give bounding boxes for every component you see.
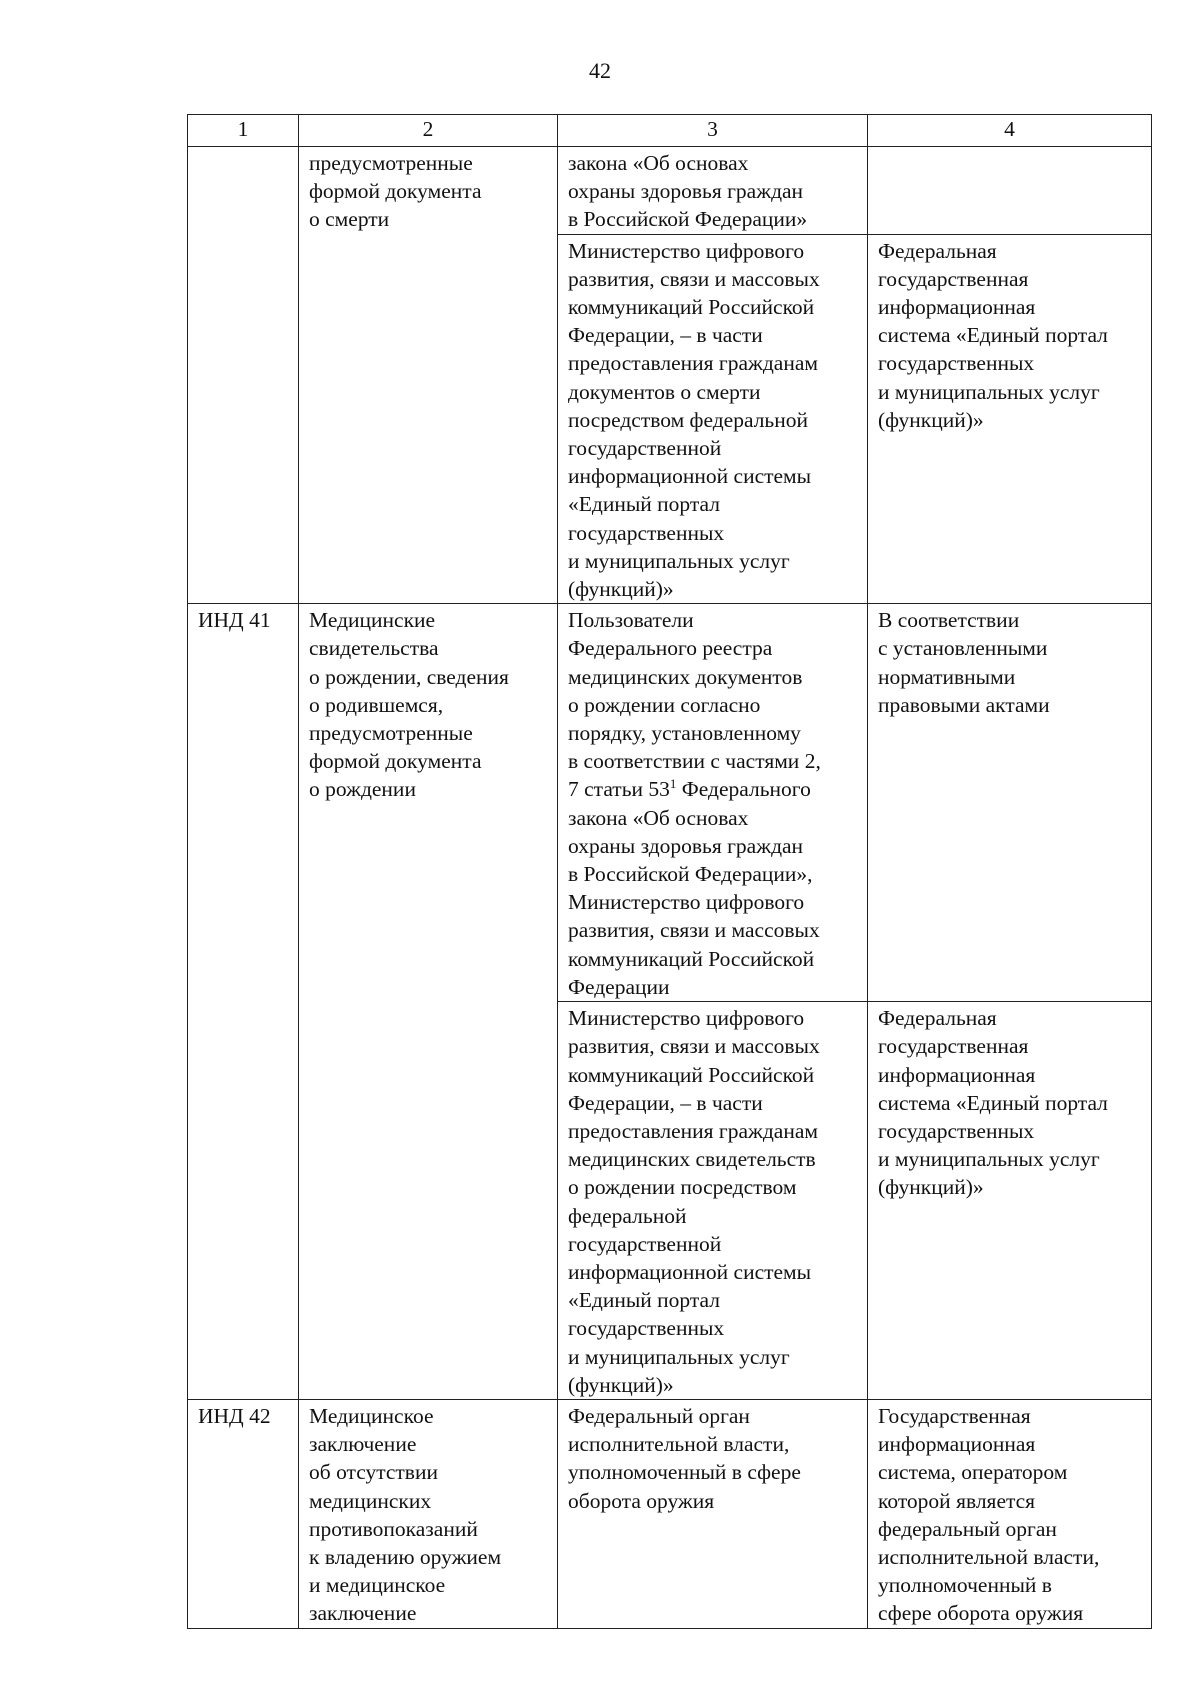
row-id-cell: ИНД 41: [188, 604, 299, 1400]
table-cell: Федеральный орган исполнительной власти, уполномоченный в сфере оборота оружия: [558, 1399, 868, 1628]
superscript: 1: [669, 776, 677, 792]
table-cell: Медицинское заключение об отсутствии медицинских противопоказаний к владению оружием и медицинское заключение: [299, 1399, 558, 1628]
table-cell: Федеральная государственная информационная система «Единый портал государственных и муниципальных услуг (функций)»: [868, 234, 1152, 604]
cell-text: Федерального закона «Об основах охраны здоровья граждан в Российской Федерации», Министерство цифрового развития, связи и массовых коммуникаций Российской Федерации: [568, 777, 820, 999]
table-cell: Федеральная государственная информационная система «Единый портал государственных и муниципальных услуг (функций)»: [868, 1002, 1152, 1400]
table-cell: Министерство цифрового развития, связи и массовых коммуникаций Российской Федерации, – в части предоставления гражданам документов о смерти посредством федеральной государственной информационной системы «Единый портал государственных и муниципальных услуг (функций)»: [558, 234, 868, 604]
table-row: [188, 147, 1152, 235]
table-header-row: [188, 115, 1152, 147]
page-number: 42: [589, 58, 611, 83]
table-cell: Министерство цифрового развития, связи и массовых коммуникаций Российской Федерации, – в части предоставления гражданам медицинских свидетельств о рождении посредством федеральной государственной информационной системы «Единый портал государственных и муниципальных услуг (функций)»: [558, 1002, 868, 1400]
table-cell: [558, 604, 868, 1002]
column-header-1: 1: [188, 115, 299, 147]
table-cell: Медицинские свидетельства о рождении, сведения о родившемся, предусмотренные формой документа о рождении: [299, 604, 558, 1400]
table-row: [188, 1399, 1152, 1628]
table-cell: Государственная информационная система, оператором которой является федеральный орган исполнительной власти, уполномоченный в сфере оборота оружия: [868, 1399, 1152, 1628]
table-cell: В соответствии с установленными нормативными правовыми актами: [868, 604, 1152, 1002]
table-cell: закона «Об основах охраны здоровья граждан в Российской Федерации»: [558, 147, 868, 235]
table-cell: предусмотренные формой документа о смерти: [299, 147, 558, 604]
column-header-4: 4: [868, 115, 1152, 147]
column-header-2: 2: [299, 115, 558, 147]
row-id-cell: ИНД 42: [188, 1399, 299, 1628]
cell-text: Пользователи Федерального реестра медицинских документов о рождении согласно порядку, установленному в соответствии с частями 2, 7 статьи 53: [568, 608, 821, 802]
table-cell: [188, 147, 299, 604]
column-header-3: 3: [558, 115, 868, 147]
table-cell: [868, 147, 1152, 235]
document-table: [187, 114, 1152, 1629]
table-row: [188, 604, 1152, 1002]
